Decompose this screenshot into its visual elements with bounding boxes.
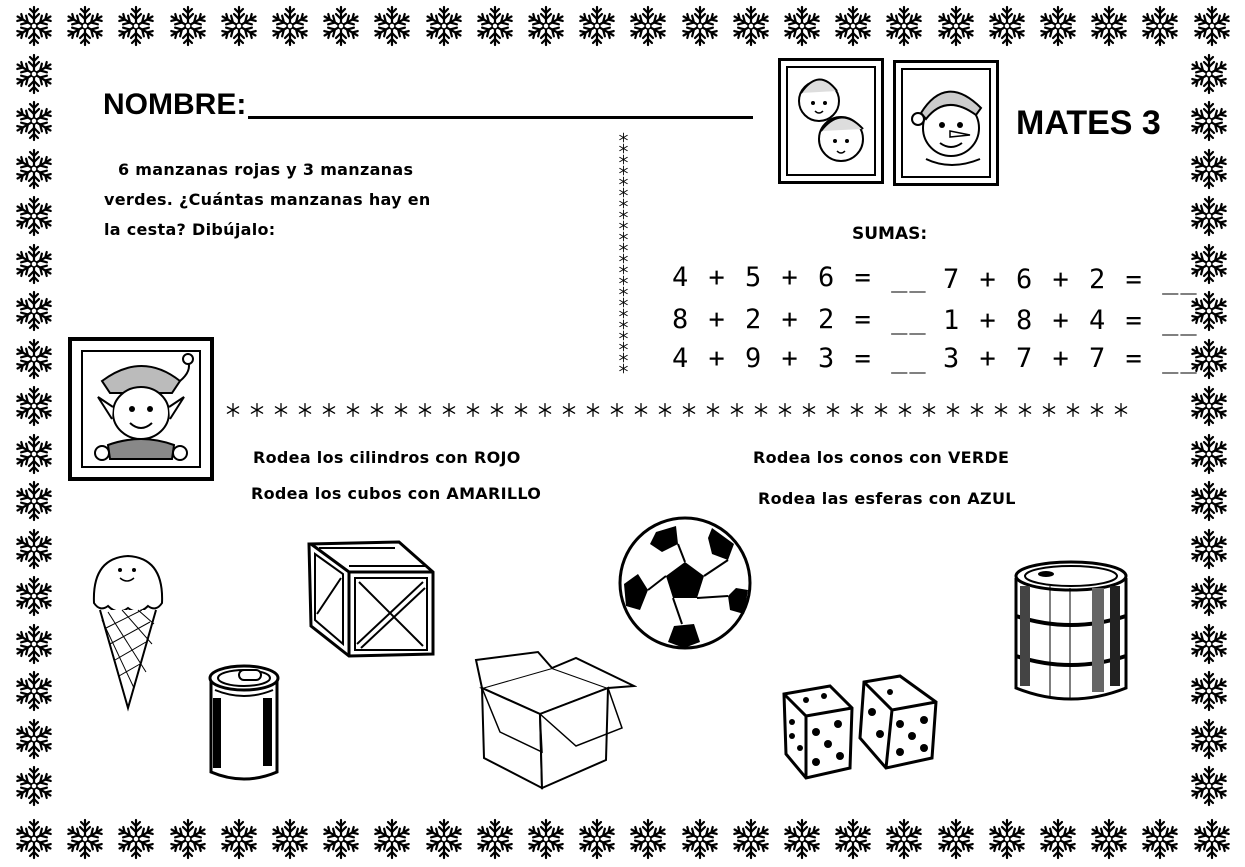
mini-snowflake-icon bbox=[618, 132, 629, 143]
mini-snowflake-icon bbox=[618, 220, 629, 231]
snowflake-icon bbox=[12, 99, 56, 143]
snowflake-icon bbox=[1138, 4, 1182, 48]
mini-snowflake-icon bbox=[345, 402, 361, 418]
sum-left-1: 4 + 5 + 6 = __ bbox=[672, 262, 928, 293]
mini-snowflake-icon bbox=[618, 253, 629, 264]
sum-left-3: 4 + 9 + 3 = __ bbox=[672, 343, 928, 374]
mini-snowflake-icon bbox=[825, 402, 841, 418]
snowflake-icon bbox=[1187, 194, 1231, 238]
snowflake-icon bbox=[422, 817, 466, 861]
snowflake-icon bbox=[12, 384, 56, 428]
snowflake-icon bbox=[12, 4, 56, 48]
mini-snowflake-icon bbox=[1065, 402, 1081, 418]
sums-heading: SUMAS: bbox=[852, 224, 928, 244]
mini-snowflake-icon bbox=[441, 402, 457, 418]
mini-snowflake-icon bbox=[618, 330, 629, 341]
snowflake-icon bbox=[729, 4, 773, 48]
snowflake-icon bbox=[1187, 764, 1231, 808]
snowflake-icon bbox=[12, 622, 56, 666]
snowflake-icon bbox=[729, 817, 773, 861]
mini-snowflake-icon bbox=[489, 402, 505, 418]
mini-snowflake-icon bbox=[618, 308, 629, 319]
name-field-line[interactable] bbox=[248, 116, 753, 119]
mini-snowflake-icon bbox=[618, 176, 629, 187]
snowflake-icon bbox=[831, 817, 875, 861]
mini-snowflake-icon bbox=[1113, 402, 1129, 418]
mini-snowflake-icon bbox=[249, 402, 265, 418]
snowflake-icon bbox=[12, 432, 56, 476]
instruction-spheres: Rodea las esferas con AZUL bbox=[758, 489, 1016, 508]
snowflake-icon bbox=[12, 717, 56, 761]
snowflake-icon bbox=[473, 817, 517, 861]
snowflake-icon bbox=[217, 4, 261, 48]
snowflake-icon bbox=[934, 817, 978, 861]
snowflake-icon bbox=[1187, 479, 1231, 523]
mini-snowflake-icon bbox=[618, 209, 629, 220]
mini-snowflake-icon bbox=[618, 363, 629, 374]
snowflake-icon bbox=[1190, 817, 1234, 861]
snowflake-icon bbox=[1187, 717, 1231, 761]
mini-snowflake-icon bbox=[618, 198, 629, 209]
snowflake-icon bbox=[319, 4, 363, 48]
snowflake-icon bbox=[268, 4, 312, 48]
mini-snowflake-icon bbox=[618, 341, 629, 352]
snowflake-icon bbox=[1087, 4, 1131, 48]
mini-snowflake-icon bbox=[618, 264, 629, 275]
mini-snowflake-icon bbox=[753, 402, 769, 418]
soccer-ball-icon[interactable] bbox=[616, 514, 754, 652]
instruction-cones: Rodea los conos con VERDE bbox=[753, 448, 1010, 467]
mini-snowflake-icon bbox=[681, 402, 697, 418]
snowflake-icon bbox=[12, 527, 56, 571]
mini-snowflake-icon bbox=[618, 319, 629, 330]
mini-snowflake-icon bbox=[657, 402, 673, 418]
mini-snowflake-icon bbox=[618, 275, 629, 286]
name-label: NOMBRE: bbox=[103, 88, 247, 121]
snowflake-icon bbox=[882, 817, 926, 861]
mini-snowflake-icon bbox=[537, 402, 553, 418]
snowflake-icon bbox=[217, 817, 261, 861]
snowflake-icon bbox=[370, 4, 414, 48]
snowflake-icon bbox=[626, 4, 670, 48]
mini-snowflake-icon bbox=[705, 402, 721, 418]
snowflake-icon bbox=[63, 817, 107, 861]
mini-snowflake-icon bbox=[729, 402, 745, 418]
mini-snowflake-icon bbox=[618, 352, 629, 363]
wooden-crate-icon[interactable] bbox=[305, 540, 437, 658]
snowflake-icon bbox=[422, 4, 466, 48]
snowflake-icon bbox=[114, 817, 158, 861]
mini-snowflake-icon bbox=[945, 402, 961, 418]
mini-snowflake-icon bbox=[369, 402, 385, 418]
mini-snowflake-icon bbox=[993, 402, 1009, 418]
snowflake-icon bbox=[166, 817, 210, 861]
snowflake-icon bbox=[1087, 817, 1131, 861]
snowflake-icon bbox=[1190, 4, 1234, 48]
elf-picture-icon bbox=[68, 337, 214, 481]
mini-snowflake-icon bbox=[225, 402, 241, 418]
snowflake-icon bbox=[524, 817, 568, 861]
mini-snowflake-icon bbox=[618, 242, 629, 253]
mini-snowflake-icon bbox=[921, 402, 937, 418]
snowflake-icon bbox=[12, 242, 56, 286]
mini-snowflake-icon bbox=[585, 402, 601, 418]
snowflake-icon bbox=[575, 817, 619, 861]
snowflake-icon bbox=[524, 4, 568, 48]
snowflake-icon bbox=[12, 147, 56, 191]
mini-snowflake-icon bbox=[618, 286, 629, 297]
mini-snowflake-icon bbox=[465, 402, 481, 418]
mini-snowflake-icon bbox=[1041, 402, 1057, 418]
mini-snowflake-icon bbox=[618, 187, 629, 198]
mini-snowflake-icon bbox=[777, 402, 793, 418]
snowflake-icon bbox=[63, 4, 107, 48]
sum-right-1: 7 + 6 + 2 = __ bbox=[943, 264, 1199, 295]
mini-snowflake-icon bbox=[618, 231, 629, 242]
snowflake-icon bbox=[780, 817, 824, 861]
vertical-divider bbox=[617, 132, 631, 382]
snowflake-icon bbox=[12, 289, 56, 333]
sum-right-2: 1 + 8 + 4 = __ bbox=[943, 305, 1199, 336]
mini-snowflake-icon bbox=[897, 402, 913, 418]
snowflake-icon bbox=[575, 4, 619, 48]
snowflake-icon bbox=[1187, 574, 1231, 618]
word-problem: 6 manzanas rojas y 3 manzanas verdes. ¿Cuántas manzanas hay en la cesta? Dibújalo: bbox=[104, 160, 431, 239]
sum-left-2: 8 + 2 + 2 = __ bbox=[672, 304, 928, 335]
snowflake-icon bbox=[678, 4, 722, 48]
mini-snowflake-icon bbox=[297, 402, 313, 418]
mini-snowflake-icon bbox=[618, 297, 629, 308]
snowflake-icon bbox=[1036, 817, 1080, 861]
horizontal-divider bbox=[225, 402, 1150, 418]
snowflake-icon bbox=[166, 4, 210, 48]
mini-snowflake-icon bbox=[1017, 402, 1033, 418]
snowflake-icon bbox=[12, 574, 56, 618]
soda-can-icon[interactable] bbox=[203, 660, 285, 790]
mini-snowflake-icon bbox=[618, 154, 629, 165]
snowmen-picture-icon bbox=[778, 58, 884, 184]
snowflake-icon bbox=[985, 4, 1029, 48]
oil-barrel-icon[interactable] bbox=[1010, 556, 1132, 706]
snowflake-icon bbox=[1036, 4, 1080, 48]
mini-snowflake-icon bbox=[561, 402, 577, 418]
mini-snowflake-icon bbox=[801, 402, 817, 418]
snowflake-icon bbox=[1187, 622, 1231, 666]
snowflake-icon bbox=[12, 52, 56, 96]
instruction-cylinders: Rodea los cilindros con ROJO bbox=[253, 448, 521, 467]
snowflake-icon bbox=[1187, 99, 1231, 143]
instruction-cubes: Rodea los cubos con AMARILLO bbox=[251, 484, 542, 503]
snowflake-icon bbox=[12, 337, 56, 381]
snowflake-icon bbox=[1138, 817, 1182, 861]
mini-snowflake-icon bbox=[618, 143, 629, 154]
snowflake-icon bbox=[985, 817, 1029, 861]
mini-snowflake-icon bbox=[1089, 402, 1105, 418]
mini-snowflake-icon bbox=[609, 402, 625, 418]
mini-snowflake-icon bbox=[273, 402, 289, 418]
snowflake-icon bbox=[934, 4, 978, 48]
mini-snowflake-icon bbox=[393, 402, 409, 418]
ice-cream-cone-icon[interactable] bbox=[88, 548, 168, 713]
snowflake-icon bbox=[473, 4, 517, 48]
snowflake-icon bbox=[1187, 527, 1231, 571]
snowflake-icon bbox=[831, 4, 875, 48]
snowflake-icon bbox=[12, 817, 56, 861]
dice-icon[interactable] bbox=[780, 672, 940, 782]
snowflake-icon bbox=[12, 764, 56, 808]
sum-right-3: 3 + 7 + 7 = __ bbox=[943, 343, 1199, 374]
snowflake-icon bbox=[1187, 669, 1231, 713]
snowflake-icon bbox=[626, 817, 670, 861]
mini-snowflake-icon bbox=[417, 402, 433, 418]
snowman-picture-icon bbox=[893, 60, 999, 186]
snowflake-icon bbox=[12, 194, 56, 238]
page-title: MATES 3 bbox=[1016, 104, 1161, 142]
mini-snowflake-icon bbox=[873, 402, 889, 418]
snowflake-icon bbox=[678, 817, 722, 861]
mini-snowflake-icon bbox=[969, 402, 985, 418]
snowflake-icon bbox=[114, 4, 158, 48]
cardboard-box-icon[interactable] bbox=[472, 648, 637, 793]
snowflake-icon bbox=[370, 817, 414, 861]
snowflake-icon bbox=[1187, 432, 1231, 476]
snowflake-icon bbox=[268, 817, 312, 861]
snowflake-icon bbox=[12, 479, 56, 523]
mini-snowflake-icon bbox=[321, 402, 337, 418]
snowflake-icon bbox=[1187, 52, 1231, 96]
snowflake-icon bbox=[12, 669, 56, 713]
mini-snowflake-icon bbox=[849, 402, 865, 418]
snowflake-icon bbox=[319, 817, 363, 861]
snowflake-icon bbox=[882, 4, 926, 48]
snowflake-icon bbox=[1187, 147, 1231, 191]
snowflake-icon bbox=[1187, 384, 1231, 428]
snowflake-icon bbox=[780, 4, 824, 48]
mini-snowflake-icon bbox=[618, 165, 629, 176]
mini-snowflake-icon bbox=[513, 402, 529, 418]
mini-snowflake-icon bbox=[633, 402, 649, 418]
